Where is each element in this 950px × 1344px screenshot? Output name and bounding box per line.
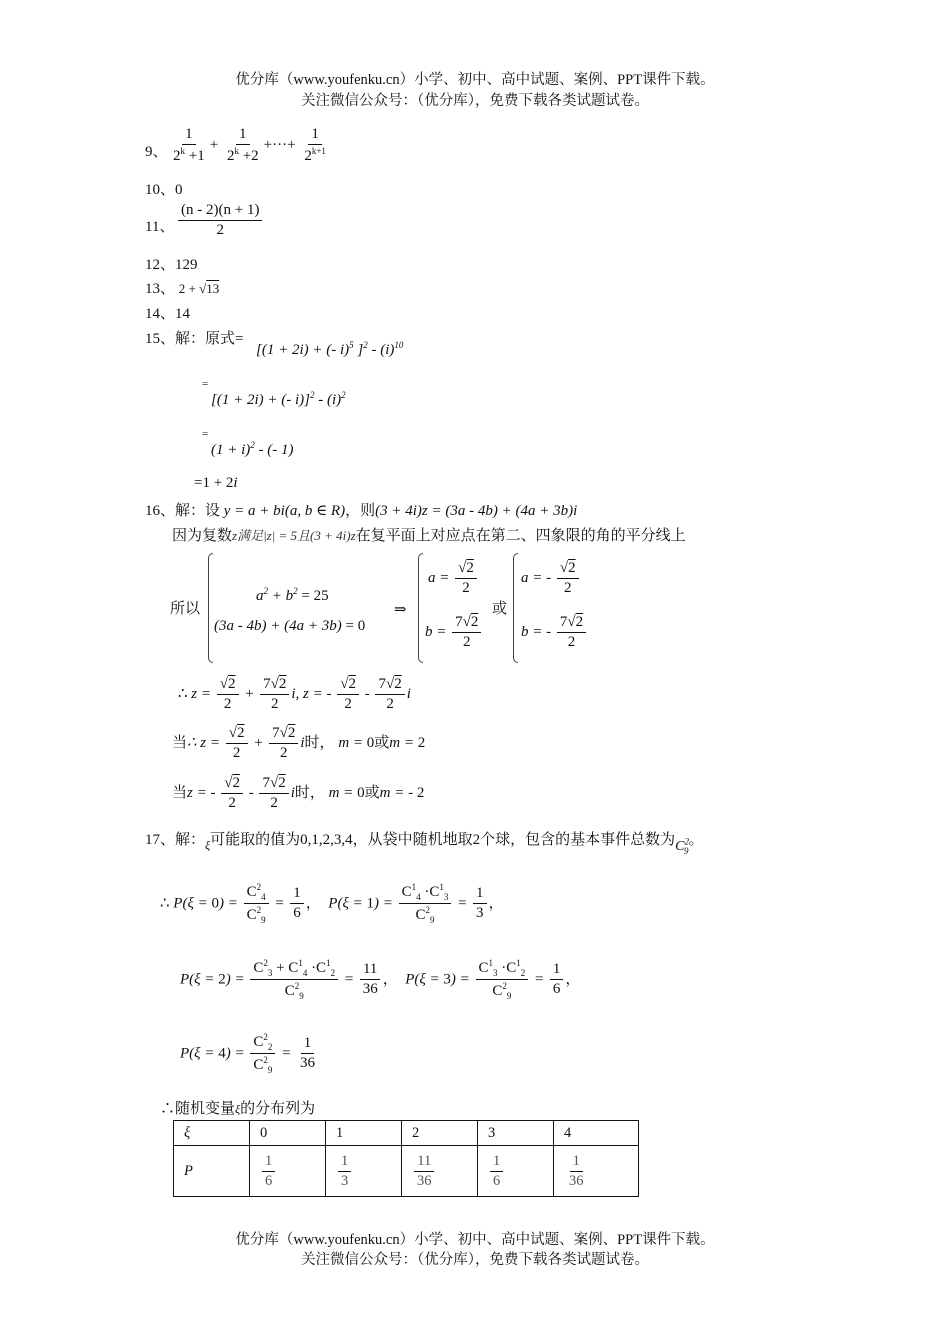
answer-15-label: 15、解：原式= <box>145 331 244 347</box>
answer-16-z-values: ∴ z = $\frac{√2}{2}$ + $\frac{7√2}{2}$ i, z = - $\frac{√2}{2}$ - $\frac{7√2}{2}$ i <box>178 676 411 713</box>
answer-16-or: 或 <box>492 601 508 617</box>
prob-fraction: $\frac{11}{36}$ <box>414 1153 435 1189</box>
header-line-2: 关注微信公众号：（优分库），免费下载各类试题试卷。 <box>301 93 649 109</box>
table-cell <box>554 1146 639 1197</box>
answer-14: 14、14 <box>145 306 191 322</box>
table-cell: ξ <box>174 1121 250 1146</box>
answer-9-label: 9、 <box>145 144 168 160</box>
table-header-row <box>174 1121 639 1146</box>
prob-xi-2-and-3: P(ξ = 2) = $\frac{C^2_3 + C^1_4 \cdot C^1_2}{C^2_9}$ = $\frac{11}{36}$ ， P(ξ = 3) = $\frac{C^1_3 \cdot C^1_2}{C^2_9}$ = $\frac{1}{6}$ ， <box>180 958 581 1002</box>
answer-12: 12、129 <box>145 257 198 273</box>
answer-16-line2: 因为复数z满足|z| = 5且(3 + 4i)z在复平面上对应点在第二、四象限的角的平分线上 <box>172 528 686 544</box>
table-cell: 2 <box>402 1121 478 1146</box>
system-eq2: (3a - 4b) + (4a + 3b) = 0 <box>214 618 366 634</box>
answer-13: 13、 2 + √13 <box>145 281 220 297</box>
table-cell <box>402 1146 478 1197</box>
header-line-1: 优分库（www.youfenku.cn）小学、初中、高中试题、案例、PPT课件下载。 <box>235 72 715 88</box>
implies-arrow: ⇒ <box>394 602 407 618</box>
answer-16-case1: 当∴ z = $\frac{√2}{2}$ + $\frac{7√2}{2}$ i时， m = 0或m = 2 <box>172 725 426 762</box>
table-cell: 3 <box>478 1121 554 1146</box>
answer-11-formula: $\frac{(n - 2)(n + 1)}{2}$ <box>176 202 264 240</box>
answer-15-step2: [(1 + 2i) + (- $i)]^2 - (i)^2$ <box>211 390 346 408</box>
solution1-b: b = $\frac{7√2}{2}$ <box>425 614 483 652</box>
system-eq1: $a^2 + b^2 = 25$ <box>256 586 329 604</box>
table-cell: 0 <box>250 1121 326 1146</box>
prob-fraction: $\frac{1}{6}$ <box>262 1153 275 1189</box>
answer-16-line1: 16、解：设 y = a + bi(a, b ∈ R)，则(3 + 4i)z = (3a - 4b) + (4a + 3b)i <box>145 503 578 519</box>
answer-11-label: 11、 <box>145 219 175 235</box>
answer-15-step3: $(1 + i)^2$ - (- 1) <box>211 440 294 458</box>
solution2-brace <box>513 553 518 663</box>
table-cell: 4 <box>554 1121 639 1146</box>
table-cell <box>326 1146 402 1197</box>
prob-fraction: $\frac{1}{36}$ <box>569 1152 584 1189</box>
distribution-table <box>173 1120 639 1197</box>
answer-10: 10、0 <box>145 182 183 198</box>
prob-xi-0-and-1: ∴ P(ξ = 0) = $\frac{C^2_4}{C^2_9}$ = $\frac{1}{6}$ ， P(ξ = 1) = $\frac{C^1_4 \cdot C^1_3}{C^2_9}$ = $\frac{1}{3}$ ， <box>160 882 504 926</box>
table-cell <box>250 1146 326 1197</box>
table-prob-row <box>174 1146 639 1197</box>
answer-17-line1: 17、解：$_\xi$可能取的值为0,1,2,3,4，从袋中随机地取2个球，包含的基本事件总数为$C^2_9$。 <box>145 832 704 856</box>
solution1-a: a = $\frac{√2}{2}$ <box>428 560 479 598</box>
table-cell <box>478 1146 554 1197</box>
answer-15-eq2: = <box>202 378 209 390</box>
solution1-brace <box>418 553 423 663</box>
answer-15-result: =1 + 2i <box>194 475 238 491</box>
answer-15-eq3: = <box>202 428 209 440</box>
footer-line-1: 优分库（www.youfenku.cn）小学、初中、高中试题、案例、PPT课件下载。 <box>235 1232 715 1248</box>
table-row-label: P <box>174 1146 250 1197</box>
answer-16-case2: 当z = - $\frac{√2}{2}$ - $\frac{7√2}{2}$ i时， m = 0或m = - 2 <box>172 775 425 812</box>
footer-line-2: 关注微信公众号：（优分库），免费下载各类试题试卷。 <box>301 1252 649 1268</box>
answer-15-step1: [(1 + 2i) + (- i)$^5$ ]$^2 - (i)^{10}$ <box>256 340 404 358</box>
table-cell: 1 <box>326 1121 402 1146</box>
answer-16-suoyi: 所以 <box>170 601 201 617</box>
solution2-b: b = - $\frac{7√2}{2}$ <box>521 614 588 652</box>
solution2-a: a = - $\frac{√2}{2}$ <box>521 560 581 598</box>
prob-fraction: $\frac{1}{3}$ <box>338 1153 351 1189</box>
system-brace <box>208 553 213 663</box>
answer-9-formula: $\frac{1}{2^k +1}$ + $\frac{1}{2^k +2}$ +···+ $\frac{1}{2^{k+1}}$ <box>173 126 326 165</box>
distribution-title: ∴随机变量ξ的分布列为 <box>160 1101 316 1117</box>
prob-xi-4: P(ξ = 4) = $\frac{C^2_2}{C^2_9}$ = $\frac{1}{36}$ <box>180 1032 315 1076</box>
prob-fraction: $\frac{1}{6}$ <box>490 1153 503 1189</box>
